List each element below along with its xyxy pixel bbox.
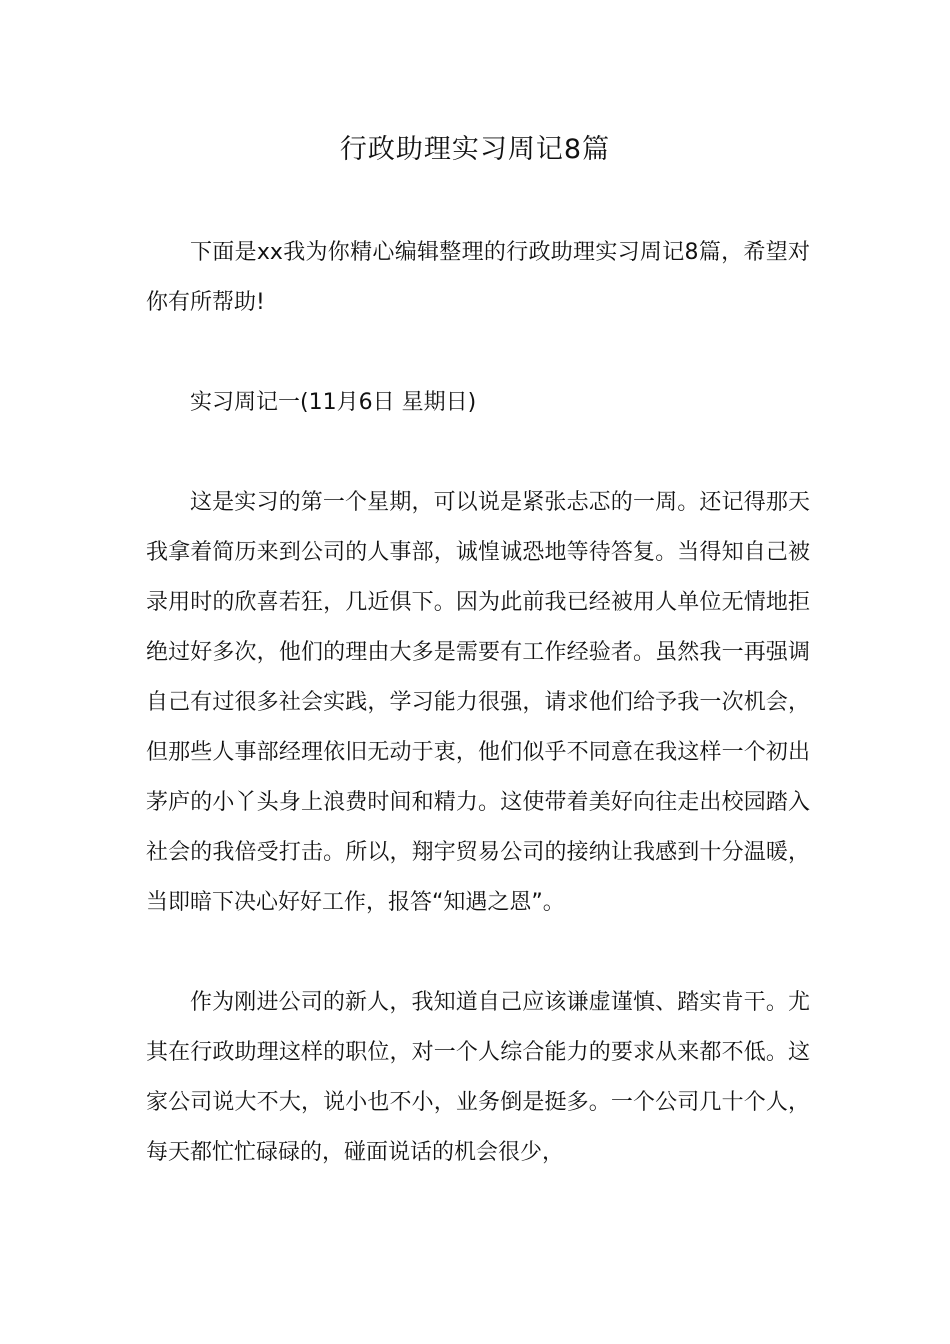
document-title: 行政助理实习周记8篇 bbox=[339, 134, 611, 165]
journal-heading: 实习周记一(11月6日 星期日) bbox=[190, 390, 477, 415]
paragraph-gap bbox=[146, 928, 810, 978]
body-paragraph-2: 作为刚进公司的新人，我知道自己应该谦虚谨慎、踏实肯干。尤其在行政助理这样的职位，对一个人综合能力的要求从来都不低。这家公司说大不大，说小也不小，业务倒是挺多。一个公司几十个人，每天都忙忙碌碌的，碰面说话的机会很少， bbox=[146, 990, 810, 1165]
document-body bbox=[146, 228, 810, 1178]
paragraph-gap bbox=[146, 428, 810, 478]
body-paragraph-1: 这是实习的第一个星期，可以说是紧张忐忑的一周。还记得那天我拿着简历来到公司的人事部，诚惶诚恐地等待答复。当得知自己被录用时的欣喜若狂，几近俱下。因为此前我已经被用人单位无情地拒绝过好多次，他们的理由大多是需要有工作经验者。虽然我一再强调自己有过很多社会实践，学习能力很强，请求他们给予我一次机会，但那些人事部经理依旧无动于衷，他们似乎不同意在我这样一个初出茅庐的小丫头身上浪费时间和精力。这使带着美好向往走出校园踏入社会的我倍受打击。所以，翔宇贸易公司的接纳让我感到十分温暖，当即暗下决心好好工作，报答“知遇之恩”。 bbox=[146, 490, 810, 915]
intro-paragraph: 下面是xx我为你精心编辑整理的行政助理实习周记8篇，希望对你有所帮助! bbox=[146, 240, 810, 315]
paragraph-gap bbox=[146, 328, 810, 378]
